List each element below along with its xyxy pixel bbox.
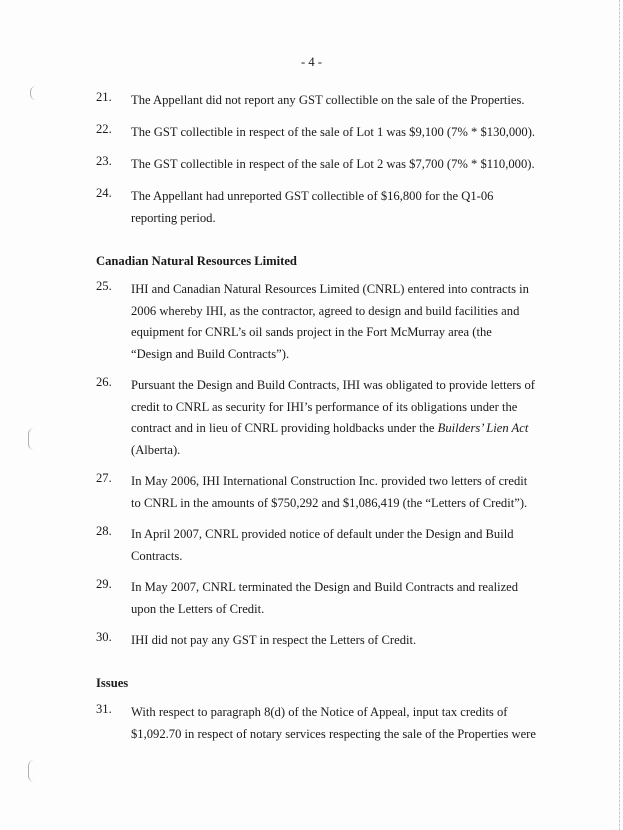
section-heading-issues: Issues [96, 676, 129, 690]
paragraph-24 [96, 186, 536, 229]
paragraph-22 [96, 122, 536, 144]
paragraph-27 [96, 471, 536, 514]
paragraph-21 [96, 90, 536, 112]
paragraph-text: The Appellant did not report any GST collectible on the sale of the Properties. [131, 93, 525, 107]
paragraph-29 [96, 577, 536, 620]
paragraph-number: 31. [96, 702, 112, 716]
paragraph-text: In May 2007, CNRL terminated the Design and Build Contracts and realized upon the Letters of Credit. [131, 580, 519, 616]
paragraph-25 [96, 279, 536, 365]
section-heading-cnrl: Canadian Natural Resources Limited [96, 254, 297, 268]
paragraph-text: IHI did not pay any GST in respect the Letters of Credit. [131, 633, 417, 647]
paragraph-28 [96, 524, 536, 567]
page-number: - 4 - [301, 55, 322, 69]
margin-mark [28, 428, 34, 450]
paragraph-23 [96, 154, 536, 176]
statute-title: Builders’ Lien Act [437, 421, 529, 435]
margin-mark [30, 86, 37, 100]
paragraph-26 [96, 375, 536, 461]
paragraph-number: 30. [96, 630, 112, 644]
paragraph-number: 22. [96, 122, 112, 136]
paragraph-number: 28. [96, 524, 112, 538]
margin-mark [28, 760, 34, 782]
paragraph-text: The Appellant had unreported GST collectible of $16,800 for the Q1-06 reporting period. [131, 189, 494, 225]
paragraph-number: 29. [96, 577, 112, 591]
paragraph-text: With respect to paragraph 8(d) of the Notice of Appeal, input tax credits of $1,092.70 in respect of notary services respecting the sale of the Properties were [131, 705, 536, 741]
paragraph-number: 21. [96, 90, 112, 104]
scan-edge [619, 0, 620, 830]
paragraph-number: 24. [96, 186, 112, 200]
paragraph-text: In May 2006, IHI International Construction Inc. provided two letters of credit to CNRL in the amounts of $750,292 and $1,086,419 (the “Letters of Credit”). [131, 474, 528, 510]
paragraph-number: 25. [96, 279, 112, 293]
paragraph-30 [96, 630, 536, 652]
paragraph-text: IHI and Canadian Natural Resources Limited (CNRL) entered into contracts in 2006 whereby IHI, as the contractor, agreed to design and build facilities and equipment for CNRL’s oil sands project in the Fort McMurray area (the “Design and Build Contracts”). [131, 282, 529, 361]
paragraph-text-part: Pursuant the Design and Build Contracts, IHI was obligated to provide letters of credit to CNRL as security for IHI’s performance of its obligations under the contract and in lieu of CNRL providing holdbacks under the [131, 378, 535, 435]
paragraph-number: 26. [96, 375, 112, 389]
paragraph-text [131, 375, 536, 461]
paragraph-text: The GST collectible in respect of the sale of Lot 2 was $7,700 (7% * $110,000). [131, 157, 535, 171]
paragraph-text-part: (Alberta). [131, 442, 181, 457]
paragraph-text: In April 2007, CNRL provided notice of default under the Design and Build Contracts. [131, 527, 514, 563]
paragraph-31 [96, 702, 536, 745]
paragraph-number: 23. [96, 154, 112, 168]
paragraph-text: The GST collectible in respect of the sale of Lot 1 was $9,100 (7% * $130,000). [131, 125, 536, 139]
paragraph-number: 27. [96, 471, 112, 485]
